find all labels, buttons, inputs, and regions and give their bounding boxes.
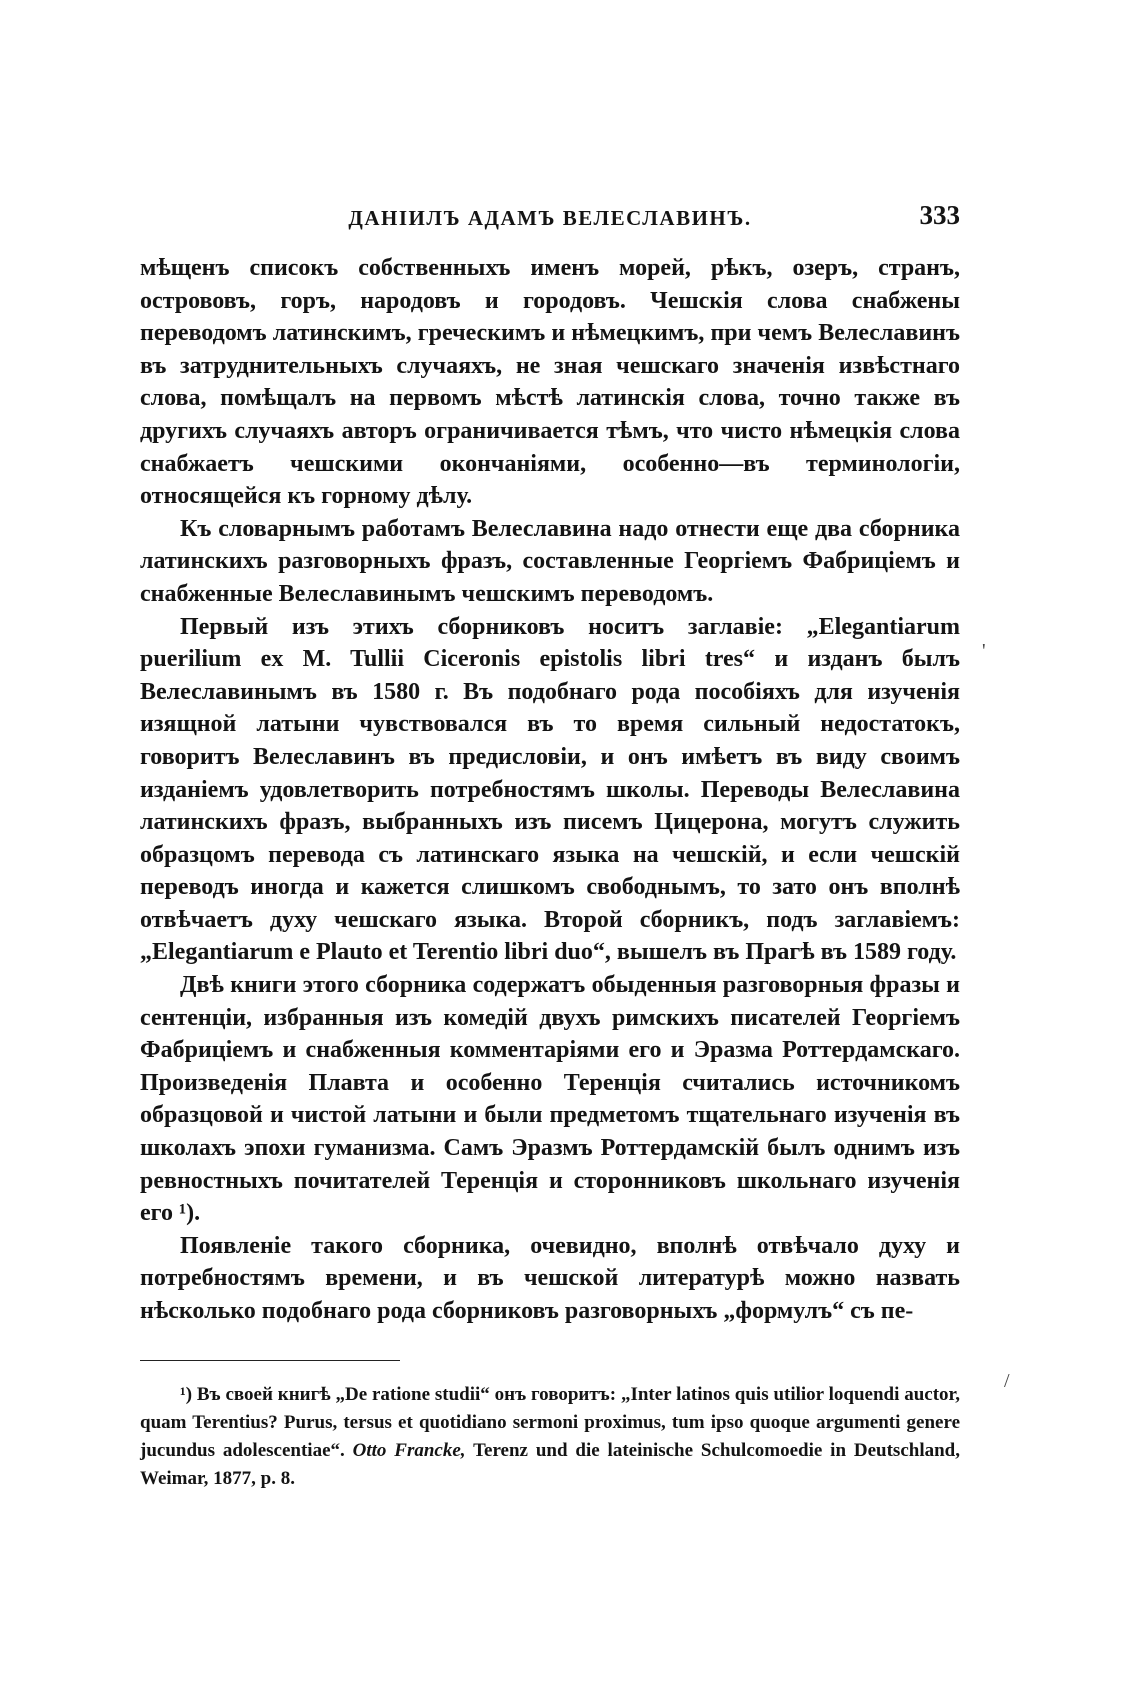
page-header xyxy=(140,200,960,240)
footnote-author: Otto Francke, xyxy=(352,1439,466,1461)
footnote-text: ¹) Въ своей книгѣ „De ratione studii“ онъ говоритъ: „Inter latinos quis utilior loquendi auctor, quam Terentius? Purus, tersus et quotidiano sermoni proximus, tum ipso quoque argumenti genere jucundus adolescentiae“. xyxy=(140,1383,960,1461)
body-text xyxy=(140,252,960,1328)
paragraph-3: Первый изъ этихъ сборниковъ носитъ заглавіе: „Elegantiarum puerilium ex M. Tullii Ciceronis epistolis libri tres“ и изданъ былъ Велеславинымъ въ 1580 г. Въ подобнаго рода пособіяхъ для изученія изящной латыни чувствовался въ то время сильный недостатокъ, говоритъ Велеславинъ въ предисловіи, и онъ имѣетъ въ виду своимъ изданіемъ удовлетворить потребностямъ школы. Переводы Велеславина латинскихъ фразъ, выбранныхъ изъ писемъ Цицерона, могутъ служить образцомъ перевода съ латинскаго языка на чешскій, и если чешскій переводъ иногда и кажется слишкомъ свободнымъ, то зато онъ вполнѣ отвѣчаетъ духу чешскаго языка. Второй сборникъ, подъ заглавіемъ: „Elegantiarum e Plauto et Terentio libri duo“, вышелъ въ Прагѣ въ 1589 году. xyxy=(140,613,960,966)
paragraph-1: мѣщенъ списокъ собственныхъ именъ морей, рѣкъ, озеръ, странъ, острововъ, горъ, народовъ и городовъ. Чешскія слова снабжены переводомъ латинскимъ, греческимъ и нѣмецкимъ, при чемъ Велеславинъ въ затруднительныхъ случаяхъ, не зная чешскаго значенія извѣстнаго слова, помѣщалъ на первомъ мѣстѣ латинскія слова, точно также въ другихъ случаяхъ авторъ ограничивается тѣмъ, что чисто нѣмецкія слова снабжаетъ чешскими окончаніями, особенно—въ терминологіи, относящейся къ горному дѣлу. xyxy=(140,255,960,510)
margin-mark: ' xyxy=(982,640,986,662)
running-title: ДАНІИЛЪ АДАМЪ ВЕЛЕСЛАВИНЪ. xyxy=(348,206,752,230)
footnote-divider xyxy=(140,1360,400,1361)
footnote xyxy=(140,1381,960,1493)
page-number: 333 xyxy=(919,200,960,230)
book-page xyxy=(140,200,960,1493)
footnote-reference: Terenz und die lateinische Schulcomoedie in Deutschland, Weimar, 1877, p. 8. xyxy=(140,1439,960,1489)
paragraph-2: Къ словарнымъ работамъ Велеславина надо отнести еще два сборника латинскихъ разговорныхъ фразъ, составленные Георгіемъ Фабриціемъ и снабженные Велеславинымъ чешскимъ переводомъ. xyxy=(140,515,960,607)
margin-mark: / xyxy=(1004,1370,1010,1392)
paragraph-4: Двѣ книги этого сборника содержатъ обыденныя разговорныя фразы и сентенціи, избранныя изъ комедій двухъ римскихъ писателей Георгіемъ Фабриціемъ и снабженныя комментаріями его и Эразма Роттердамскаго. Произведенія Плавта и особенно Теренція считались источникомъ образцовой и чистой латыни и были предметомъ тщательнаго изученія въ школахъ эпохи гуманизма. Самъ Эразмъ Роттердамскій былъ однимъ изъ ревностныхъ почитателей Теренція и сторонниковъ школьнаго изученія его ¹). xyxy=(140,972,960,1227)
paragraph-5: Появленіе такого сборника, очевидно, вполнѣ отвѣчало духу и потребностямъ времени, и въ чешской литературѣ можно назвать нѣсколько подобнаго рода сборниковъ разговорныхъ „формулъ“ съ пе- xyxy=(140,1232,960,1324)
